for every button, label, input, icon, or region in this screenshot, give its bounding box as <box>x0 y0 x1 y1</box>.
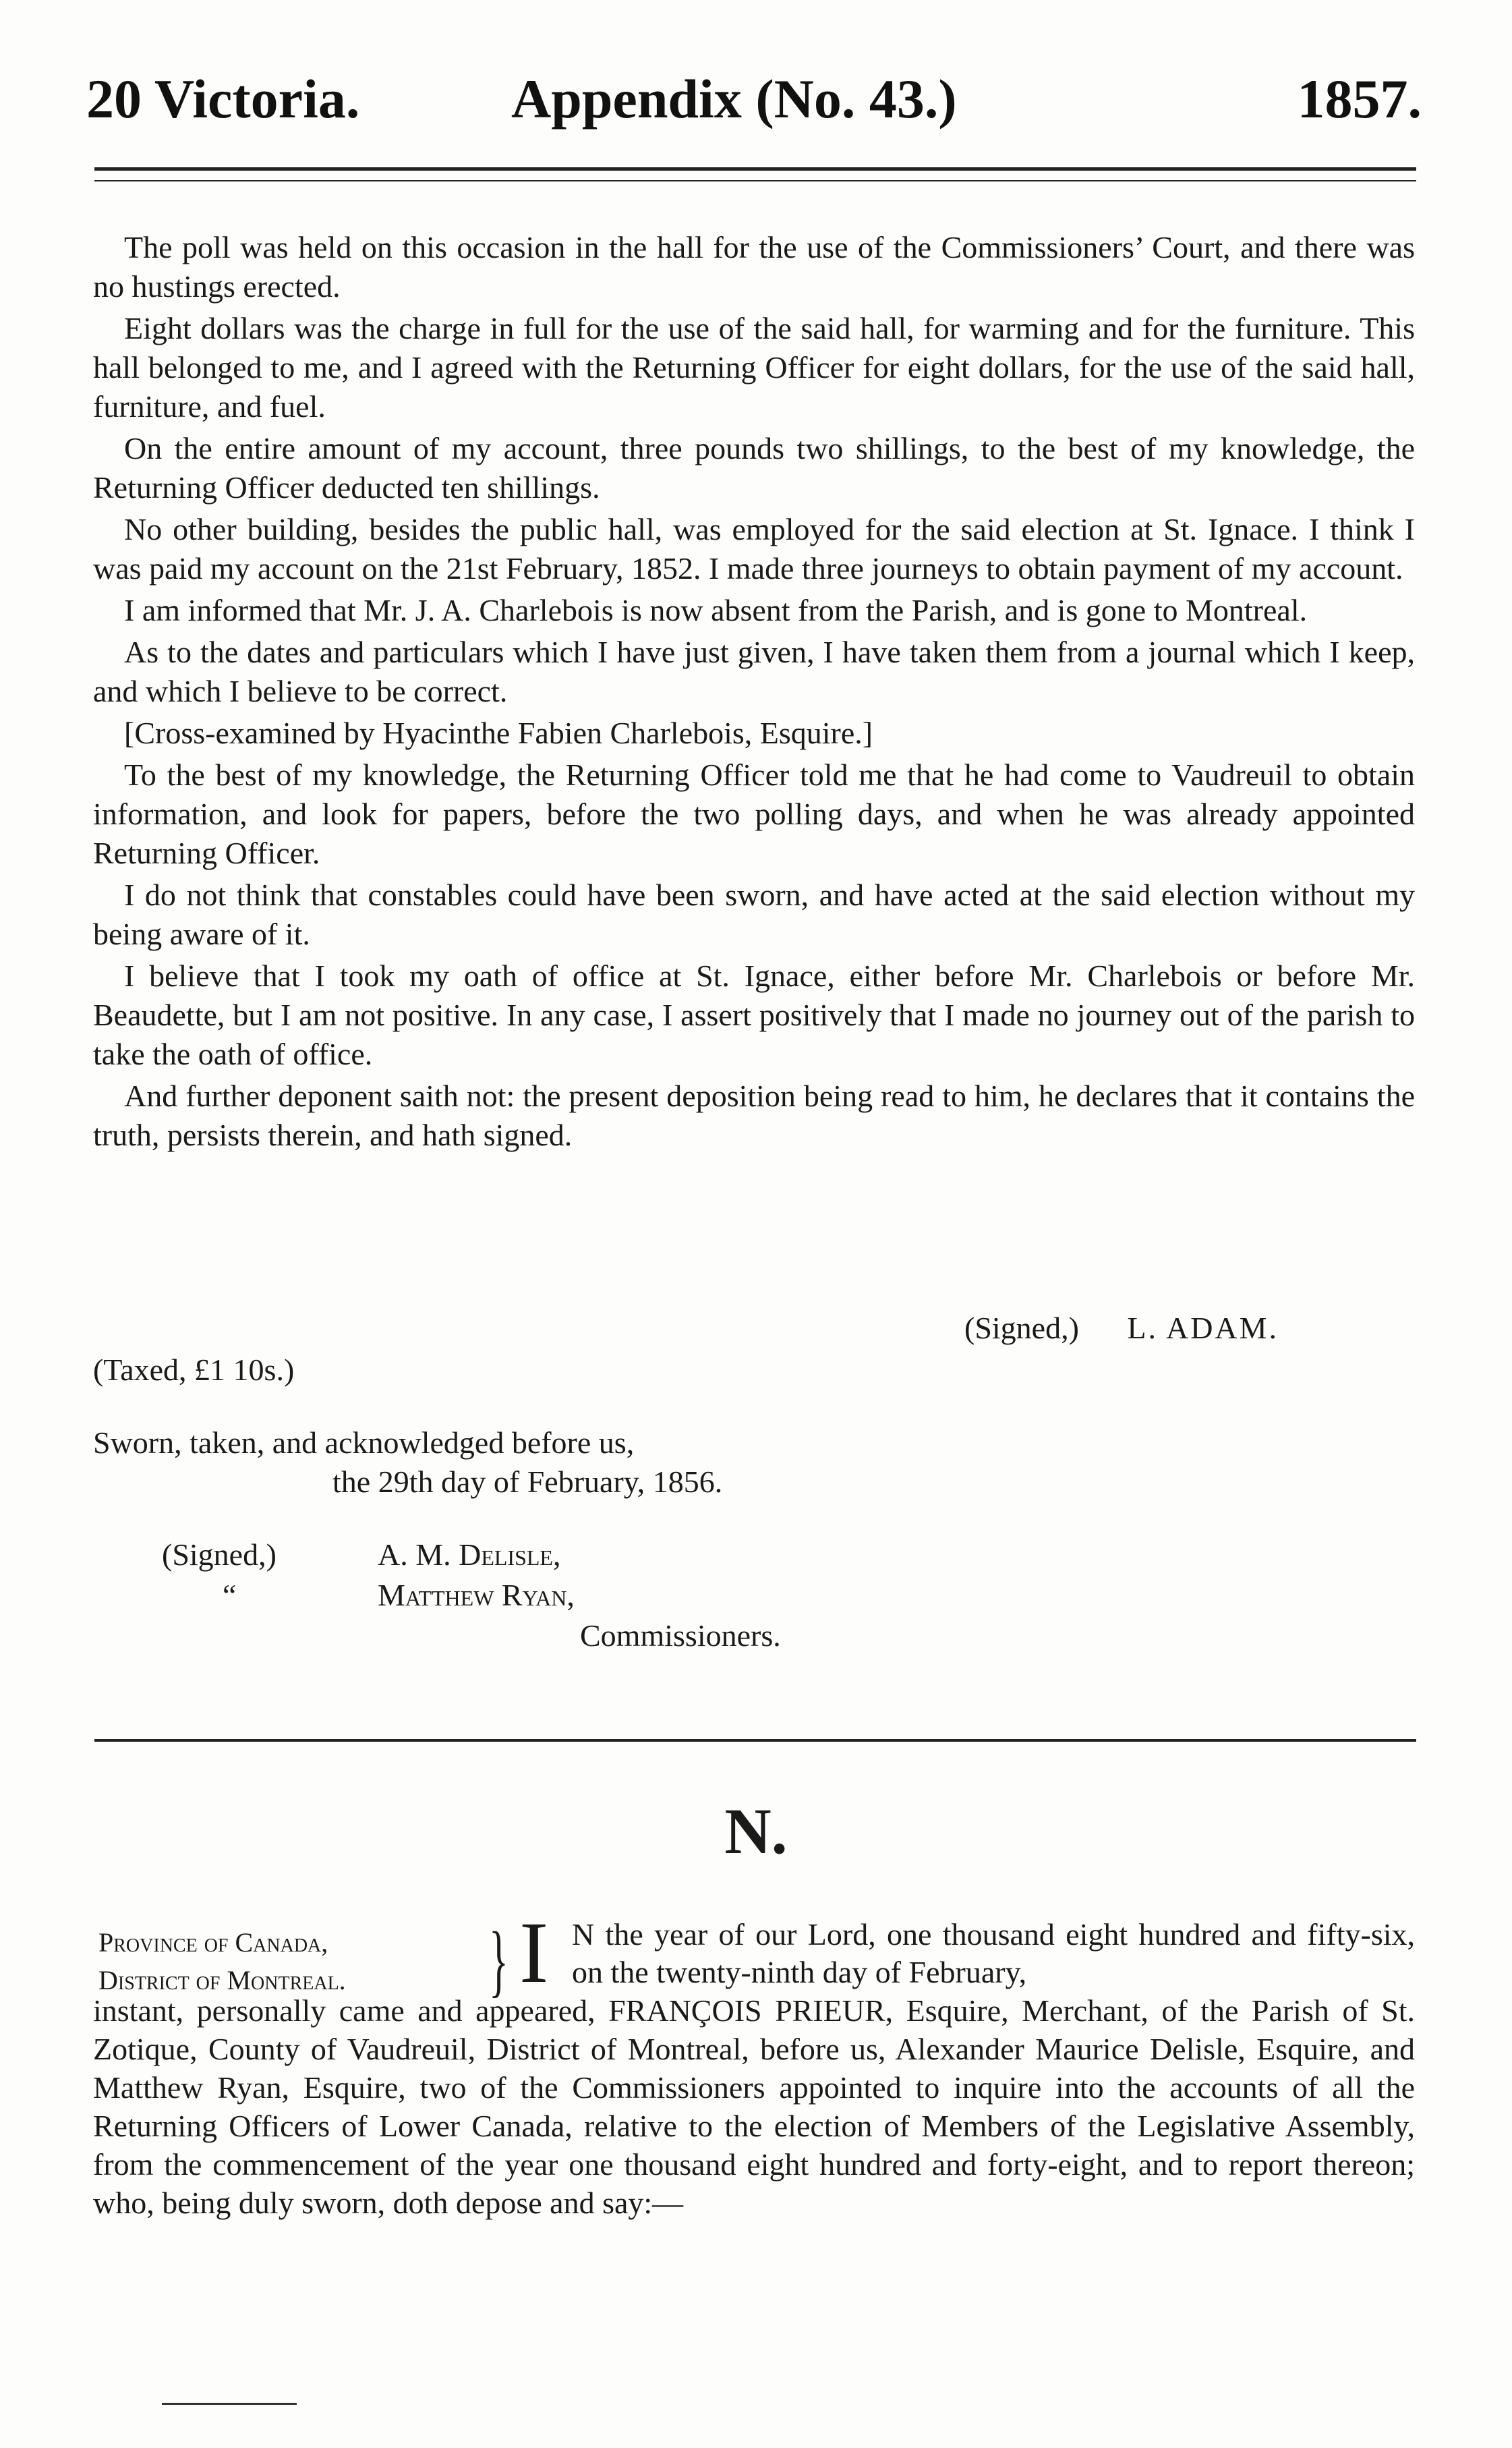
deposition-continuation <box>93 1991 1415 2222</box>
header-appendix: Appendix (No. 43.) <box>511 68 957 130</box>
ditto-mark: “ <box>223 1578 237 1612</box>
header-session: 20 Victoria. <box>86 68 360 130</box>
signed-label: (Signed,) <box>964 1311 1079 1345</box>
drop-cap: I <box>519 1904 549 2001</box>
cross-examination-note: [Cross-examined by Hyacinthe Fabien Charlebois, Esquire.] <box>124 716 873 750</box>
paragraph: And further deponent saith not: the present deposition being read to him, he declares that it contains the truth, persists therein, and hath signed. <box>93 1079 1415 1152</box>
deposition-opening: N the year of our Lord, one thousand eight hundred and fifty-six, on the twenty-ninth day of February, <box>572 1917 1415 1989</box>
paragraph: Eight dollars was the charge in full for the use of the said hall, for warming and for the furniture. This hall belonged to me, and I agreed with the Returning Officer for eight dollars, for the use of the said hall, furniture, and fuel. <box>93 311 1415 424</box>
deposition-continuation-text: instant, personally came and appeared, FRANÇOIS PRIEUR, Esquire, Merchant, of the Parish of St. Zotique, County of Vaudreuil, District of Montreal, before us, Alexander Maurice Delisle, Esquire, and Matthew Ryan, Esquire, two of the Commissioners appointed to inquire into the accounts of all the Returning Officers of Lower Canada, relative to the election of Members of the Legislative Assembly, from the commencement of the year one thousand eight hundred and forty-eight, and to report thereon; who, being duly sworn, doth depose and say:— <box>93 1993 1415 2220</box>
section-heading: N. <box>724 1795 788 1867</box>
paragraph: The poll was held on this occasion in the hall for the use of the Commissioners’ Court, and there was no hustings erected. <box>93 230 1415 304</box>
district-line: District of Montreal. <box>98 1965 346 1995</box>
commissioners-role: Commissioners. <box>580 1618 781 1653</box>
signed-label: (Signed,) <box>162 1537 277 1572</box>
sworn-line-1: Sworn, taken, and acknowledged before us, <box>93 1425 635 1460</box>
sworn-statement <box>93 1423 722 1502</box>
commissioner-name: A. M. Delisle, <box>378 1537 561 1572</box>
paragraph: I do not think that constables could have been sworn, and have acted at the said election without my being aware of it. <box>93 878 1415 951</box>
paragraph: No other building, besides the public hall, was employed for the said election at St. Ignace. I think I was paid my account on the 21st February, 1852. I made three journeys to obtain payment of my account. <box>93 512 1415 586</box>
brace-glyph: } <box>489 1915 508 2005</box>
province-line: Province of Canada, <box>98 1927 328 1958</box>
commissioner-name: Matthew Ryan, <box>378 1578 575 1612</box>
paragraph: To the best of my knowledge, the Returning Officer told me that he had come to Vaudreuil to obtain information, and look for papers, before the two polling days, and when he was already appointed Returning Officer. <box>93 758 1415 870</box>
deponent-name: L. ADAM. <box>1127 1311 1279 1345</box>
taxed-amount: (Taxed, £1 10s.) <box>93 1353 295 1387</box>
header-year: 1857. <box>1297 68 1422 130</box>
paragraph: On the entire amount of my account, three pounds two shillings, to the best of my knowledge, the Returning Officer deducted ten shillings. <box>93 431 1415 505</box>
deponent-signature <box>964 1309 1279 1348</box>
closing-rule <box>162 2403 297 2405</box>
page-header <box>86 62 1422 136</box>
paragraph: I believe that I took my oath of office at St. Ignace, either before Mr. Charlebois or before Mr. Beaudette, but I am not positive. In any case, I assert positively that I made no journey out of the parish to take the oath of office. <box>93 959 1415 1071</box>
header-rule <box>94 167 1416 181</box>
province-district <box>98 1924 346 1999</box>
deposition-body <box>93 228 1415 1155</box>
sworn-line-2: the 29th day of February, 1856. <box>332 1464 723 1499</box>
paragraph: As to the dates and particulars which I have just given, I have taken them from a journal which I keep, and which I believe to be correct. <box>93 635 1415 708</box>
section-divider <box>94 1739 1416 1742</box>
paragraph: I am informed that Mr. J. A. Charlebois is now absent from the Parish, and is gone to Montreal. <box>124 593 1308 627</box>
